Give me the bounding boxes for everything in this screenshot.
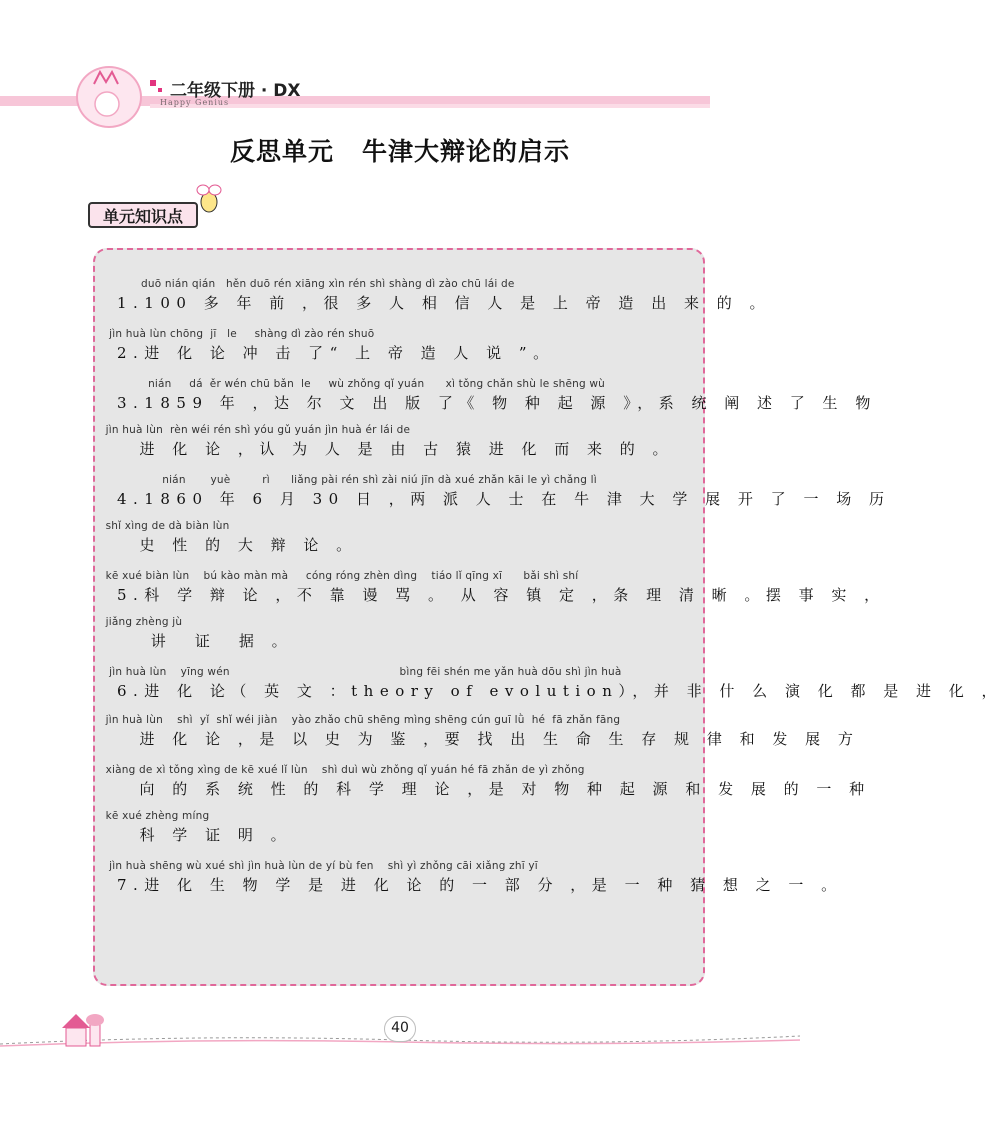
chinese-line: 5.科 学 辩 论 ，不 靠 谩 骂 。 从 容 镇 定 ，条 理 清 晰 。摆 事 实 ，	[117, 586, 886, 604]
bullet-square-icon	[150, 80, 156, 86]
chinese-line: 讲 证 据 。	[117, 632, 294, 650]
pinyin-line: duō nián qián hěn duō rén xiāng xìn rén shì shàng dì zào chū lái de	[95, 278, 515, 290]
series-subtitle: Happy Genius	[160, 98, 230, 107]
pinyin-line: jìn huà shēng wù xué shì jìn huà lùn de yí bù fen shì yì zhǒng cāi xiǎng zhī yī	[95, 860, 538, 872]
pinyin-line: jiǎng zhèng jù	[95, 616, 183, 628]
knowledge-points-box	[93, 248, 1003, 986]
chinese-line: 进 化 论 ，认 为 人 是 由 古 猿 进 化 而 来 的 。	[117, 440, 675, 458]
pinyin-line: jìn huà lùn shì yǐ shǐ wéi jiàn yào zhǎo chū shēng mìng shēng cún guī lǜ hé fā zhǎn fāng	[95, 714, 621, 726]
page-title	[0, 132, 800, 168]
pinyin-line: kē xué biàn lùn bú kào màn mà cóng róng zhèn dìng tiáo lǐ qīng xī bǎi shì shí	[95, 570, 579, 582]
book-logo-icon	[76, 66, 142, 128]
page-header	[0, 0, 800, 120]
bullet-square-small-icon	[158, 88, 162, 92]
page-number: 40	[384, 1016, 416, 1042]
chinese-line: 进 化 论 ，是 以 史 为 鉴 ，要 找 出 生 命 生 存 规 律 和 发 展 方	[117, 730, 860, 748]
title-part-2: 牛津大辩论的启示	[362, 137, 571, 166]
house-decoration-icon	[52, 1002, 116, 1052]
bee-decoration-icon	[194, 182, 224, 216]
pinyin-line: kē xué zhèng míng	[95, 810, 210, 822]
pinyin-line: xiàng de xì tǒng xìng de kē xué lǐ lùn shì duì wù zhǒng qǐ yuán hé fā zhǎn de yì zhǒng	[95, 764, 585, 776]
pinyin-line: nián yuè rì liǎng pài rén shì zài niú jīn dà xué zhǎn kāi le yì chǎng lì	[95, 474, 597, 486]
chinese-line: 3.1859 年 ，达 尔 文 出 版 了《 物 种 起 源 》，系 统 阐 述 了 生 物	[117, 394, 877, 412]
pinyin-line: jìn huà lùn chōng jī le shàng dì zào rén shuō	[95, 328, 375, 340]
header-band-inner	[150, 104, 710, 108]
title-part-1: 反思单元	[229, 137, 334, 166]
pinyin-line: jìn huà lùn yīng wén bìng fēi shén me yǎn huà dōu shì jìn huà	[95, 666, 622, 678]
chinese-line: 史 性 的 大 辩 论 。	[117, 536, 358, 554]
chinese-line: 4.1860 年 6 月 30 日 ，两 派 人 士 在 牛 津 大 学 展 开 了 一 场 历	[117, 490, 891, 508]
pinyin-line: jìn huà lùn rèn wéi rén shì yóu gǔ yuán jìn huà ér lái de	[95, 424, 411, 436]
chinese-line: 2.进 化 论 冲 击 了“ 上 帝 造 人 说 ”。	[117, 344, 555, 362]
chinese-line: 6.进 化 论（ 英 文 ：theory of evolution），并 非 什 么 演 化 都 是 进 化 ，	[117, 682, 1003, 700]
chinese-line: 7.进 化 生 物 学 是 进 化 论 的 一 部 分 ，是 一 种 猜 想 之 一 。	[117, 876, 843, 894]
grade-label: 二年级下册 · DX	[170, 81, 301, 101]
chinese-line: 向 的 系 统 性 的 科 学 理 论 ，是 对 物 种 起 源 和 发 展 的 一 种	[117, 780, 871, 798]
chinese-line: 1.100 多 年 前 ，很 多 人 相 信 人 是 上 帝 造 出 来 的 。	[117, 294, 772, 312]
pinyin-line: nián dá ěr wén chū bǎn le wù zhǒng qǐ yuán xì tǒng chǎn shù le shēng wù	[95, 378, 606, 390]
pinyin-line: shǐ xìng de dà biàn lùn	[95, 520, 230, 532]
section-tag: 单元知识点	[88, 202, 198, 228]
chinese-line: 科 学 证 明 。	[117, 826, 293, 844]
